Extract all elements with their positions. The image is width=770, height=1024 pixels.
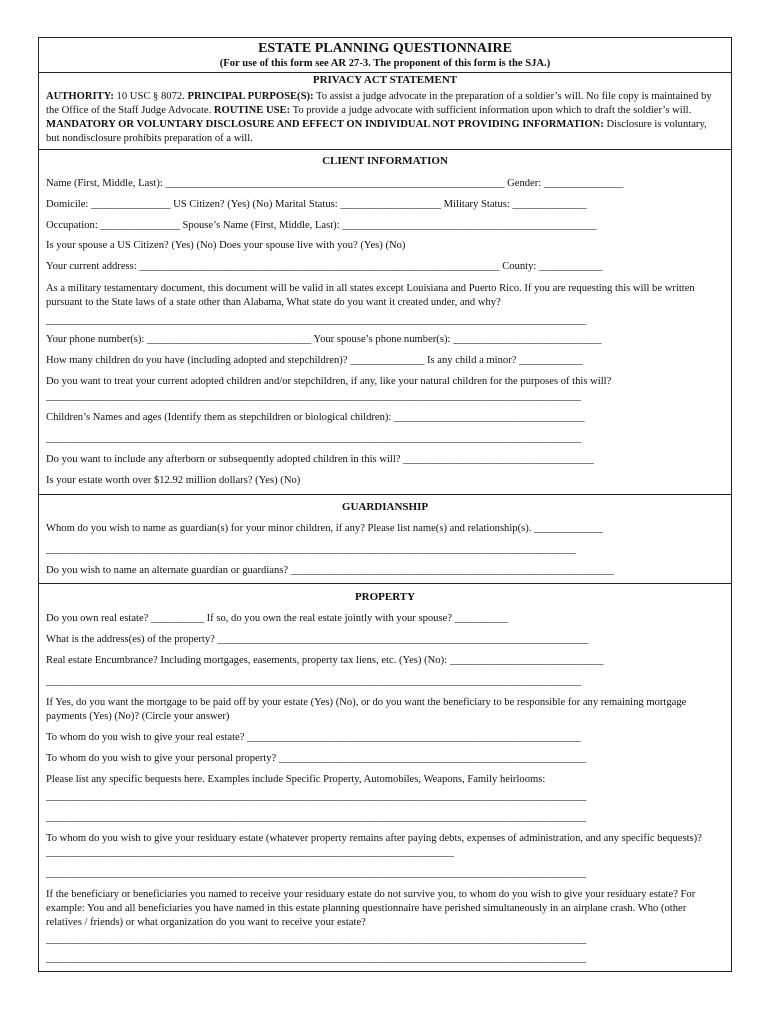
adopted-children-answer-line[interactable]: _____________________________________________________________________________________________________ <box>46 391 581 402</box>
authority-label: AUTHORITY: <box>46 91 114 102</box>
form-title: ESTATE PLANNING QUESTIONNAIRE <box>258 41 512 56</box>
encumbrance-field[interactable]: Real estate Encumbrance? Including mortgages, easements, property tax liens, etc. (Yes) (No): _____________________________ <box>46 655 604 666</box>
divider <box>39 583 731 584</box>
routine-use-label: ROUTINE USE: <box>213 105 291 116</box>
divider <box>39 72 731 73</box>
alternate-guardian-field[interactable]: Do you wish to name an alternate guardian or guardians? _____________________________________________________________ <box>46 565 614 576</box>
contingent-beneficiary-line[interactable]: ______________________________________________________________________________________________________ <box>46 934 587 945</box>
form-subtitle: (For use of this form see AR 27-3. The proponent of this form is the SJA.) <box>219 58 551 69</box>
children-names-answer-line[interactable]: _____________________________________________________________________________________________________ <box>46 433 581 444</box>
encumbrance-answer-line[interactable]: _____________________________________________________________________________________________________ <box>46 676 581 687</box>
specific-bequests-prompt: Please list any specific bequests here. Examples include Specific Property, Automobiles, Weapons, Family heirlooms: <box>46 774 546 785</box>
mortgage-question: If Yes, do you want the mortgage to be paid off by your estate (Yes) (No), or do you want the beneficiary to be responsible for any remaining mortgage payments (Yes) (No)? (Circle your answer) <box>46 697 687 722</box>
purpose-text: To assist a judge advocate in the preparation of a soldier’s will. No file copy is maintained by the Office of the Staff Judge Advocate. <box>46 91 712 116</box>
property-heading: PROPERTY <box>354 591 416 603</box>
disclosure-label: MANDATORY OR VOLUNTARY DISCLOSURE AND EFFECT ON INDIVIDUAL NOT PROVIDING INFORMATION: <box>46 119 604 130</box>
authority-text: 10 USC § 8072. <box>113 91 188 102</box>
spouse-citizen-question[interactable]: Is your spouse a US Citizen? (Yes) (No) Does your spouse live with you? (Yes) (No) <box>46 240 406 251</box>
occupation-spouse-field[interactable]: Occupation: _______________ Spouse’s Name (First, Middle, Last): ________________________________________________ <box>46 220 597 231</box>
contingent-beneficiary-line[interactable]: ______________________________________________________________________________________________________ <box>46 953 587 964</box>
personal-property-field[interactable]: To whom do you wish to give your personal property? __________________________________________________________ <box>46 753 587 764</box>
address-county-field[interactable]: Your current address: ____________________________________________________________________ County: ____________ <box>46 261 603 272</box>
guardian-field[interactable]: Whom do you wish to name as guardian(s) for your minor children, if any? Please list name(s) and relationship(s). _____________ <box>46 523 603 534</box>
client-information-heading: CLIENT INFORMATION <box>322 155 448 167</box>
estate-worth-question[interactable]: Is your estate worth over $12.92 million dollars? (Yes) (No) <box>46 475 301 486</box>
property-address-field[interactable]: What is the address(es) of the property? ______________________________________________________________________ <box>46 634 589 645</box>
purpose-label: PRINCIPAL PURPOSE(S): <box>187 91 314 102</box>
specific-bequests-line[interactable]: ______________________________________________________________________________________________________ <box>46 812 587 823</box>
children-count-field[interactable]: How many children do you have (including adopted and stepchildren)? ______________ Is any child a minor? ____________ <box>46 355 583 366</box>
domicile-status-field[interactable]: Domicile: _______________ US Citizen? (Yes) (No) Marital Status: ___________________ Military Status: ______________ <box>46 199 587 210</box>
adopted-children-question: Do you want to treat your current adopted children and/or stepchildren, if any, like your natural children for the purposes of this will? <box>46 376 612 387</box>
guardian-answer-line[interactable]: ____________________________________________________________________________________________________ <box>46 544 576 555</box>
specific-bequests-line[interactable]: ______________________________________________________________________________________________________ <box>46 791 587 802</box>
real-estate-beneficiary-field[interactable]: To whom do you wish to give your real estate? _______________________________________________________________ <box>46 732 581 743</box>
routine-use-text: To provide a judge advocate with sufficient information upon which to draft the soldier’s will. <box>290 105 692 116</box>
afterborn-children-field[interactable]: Do you want to include any afterborn or subsequently adopted children in this will? ____________________________________ <box>46 454 594 465</box>
real-estate-ownership-field[interactable]: Do you own real estate? __________ If so, do you own the real estate jointly with your spouse? __________ <box>46 613 508 624</box>
privacy-act-statement <box>46 90 718 146</box>
divider <box>39 149 731 150</box>
guardianship-heading: GUARDIANSHIP <box>341 501 429 513</box>
name-gender-field[interactable]: Name (First, Middle, Last): ________________________________________________________________ Gender: _______________ <box>46 178 624 189</box>
privacy-act-heading: PRIVACY ACT STATEMENT <box>312 74 458 86</box>
disclosure-text: Disclosure is voluntary, but nondisclosure prohibits preparation of a will. <box>46 119 707 144</box>
estate-planning-form <box>38 37 732 972</box>
children-names-field[interactable]: Children’s Names and ages (Identify them as stepchildren or biological children): ____________________________________ <box>46 412 585 423</box>
residuary-estate-field[interactable]: To whom do you wish to give your residuary estate (whatever property remains after paying debts, expenses of administration, and any specific bequests)? _____________________________________________________________________________ <box>46 833 702 858</box>
state-law-answer-line[interactable]: ______________________________________________________________________________________________________ <box>46 315 587 326</box>
divider <box>39 494 731 495</box>
contingent-beneficiary-question: If the beneficiary or beneficiaries you named to receive your residuary estate do not survive you, to whom do you wish to give your residuary estate? For example: You and all beneficiaries you have named in this estate planning questionnaire have perished simultaneously in an airplane crash. Who (other relatives / friends) or what organization do you want to receive your estate? <box>46 889 696 928</box>
state-law-question: As a military testamentary document, this document will be valid in all states except Louisiana and Puerto Rico. If you are requesting this will be written pursuant to the State laws of a state other than Alabama, What state do you want it created under, and why? <box>46 283 695 308</box>
phone-numbers-field[interactable]: Your phone number(s): _______________________________ Your spouse’s phone number(s): ____________________________ <box>46 334 602 345</box>
residuary-estate-line[interactable]: ______________________________________________________________________________________________________ <box>46 868 587 879</box>
